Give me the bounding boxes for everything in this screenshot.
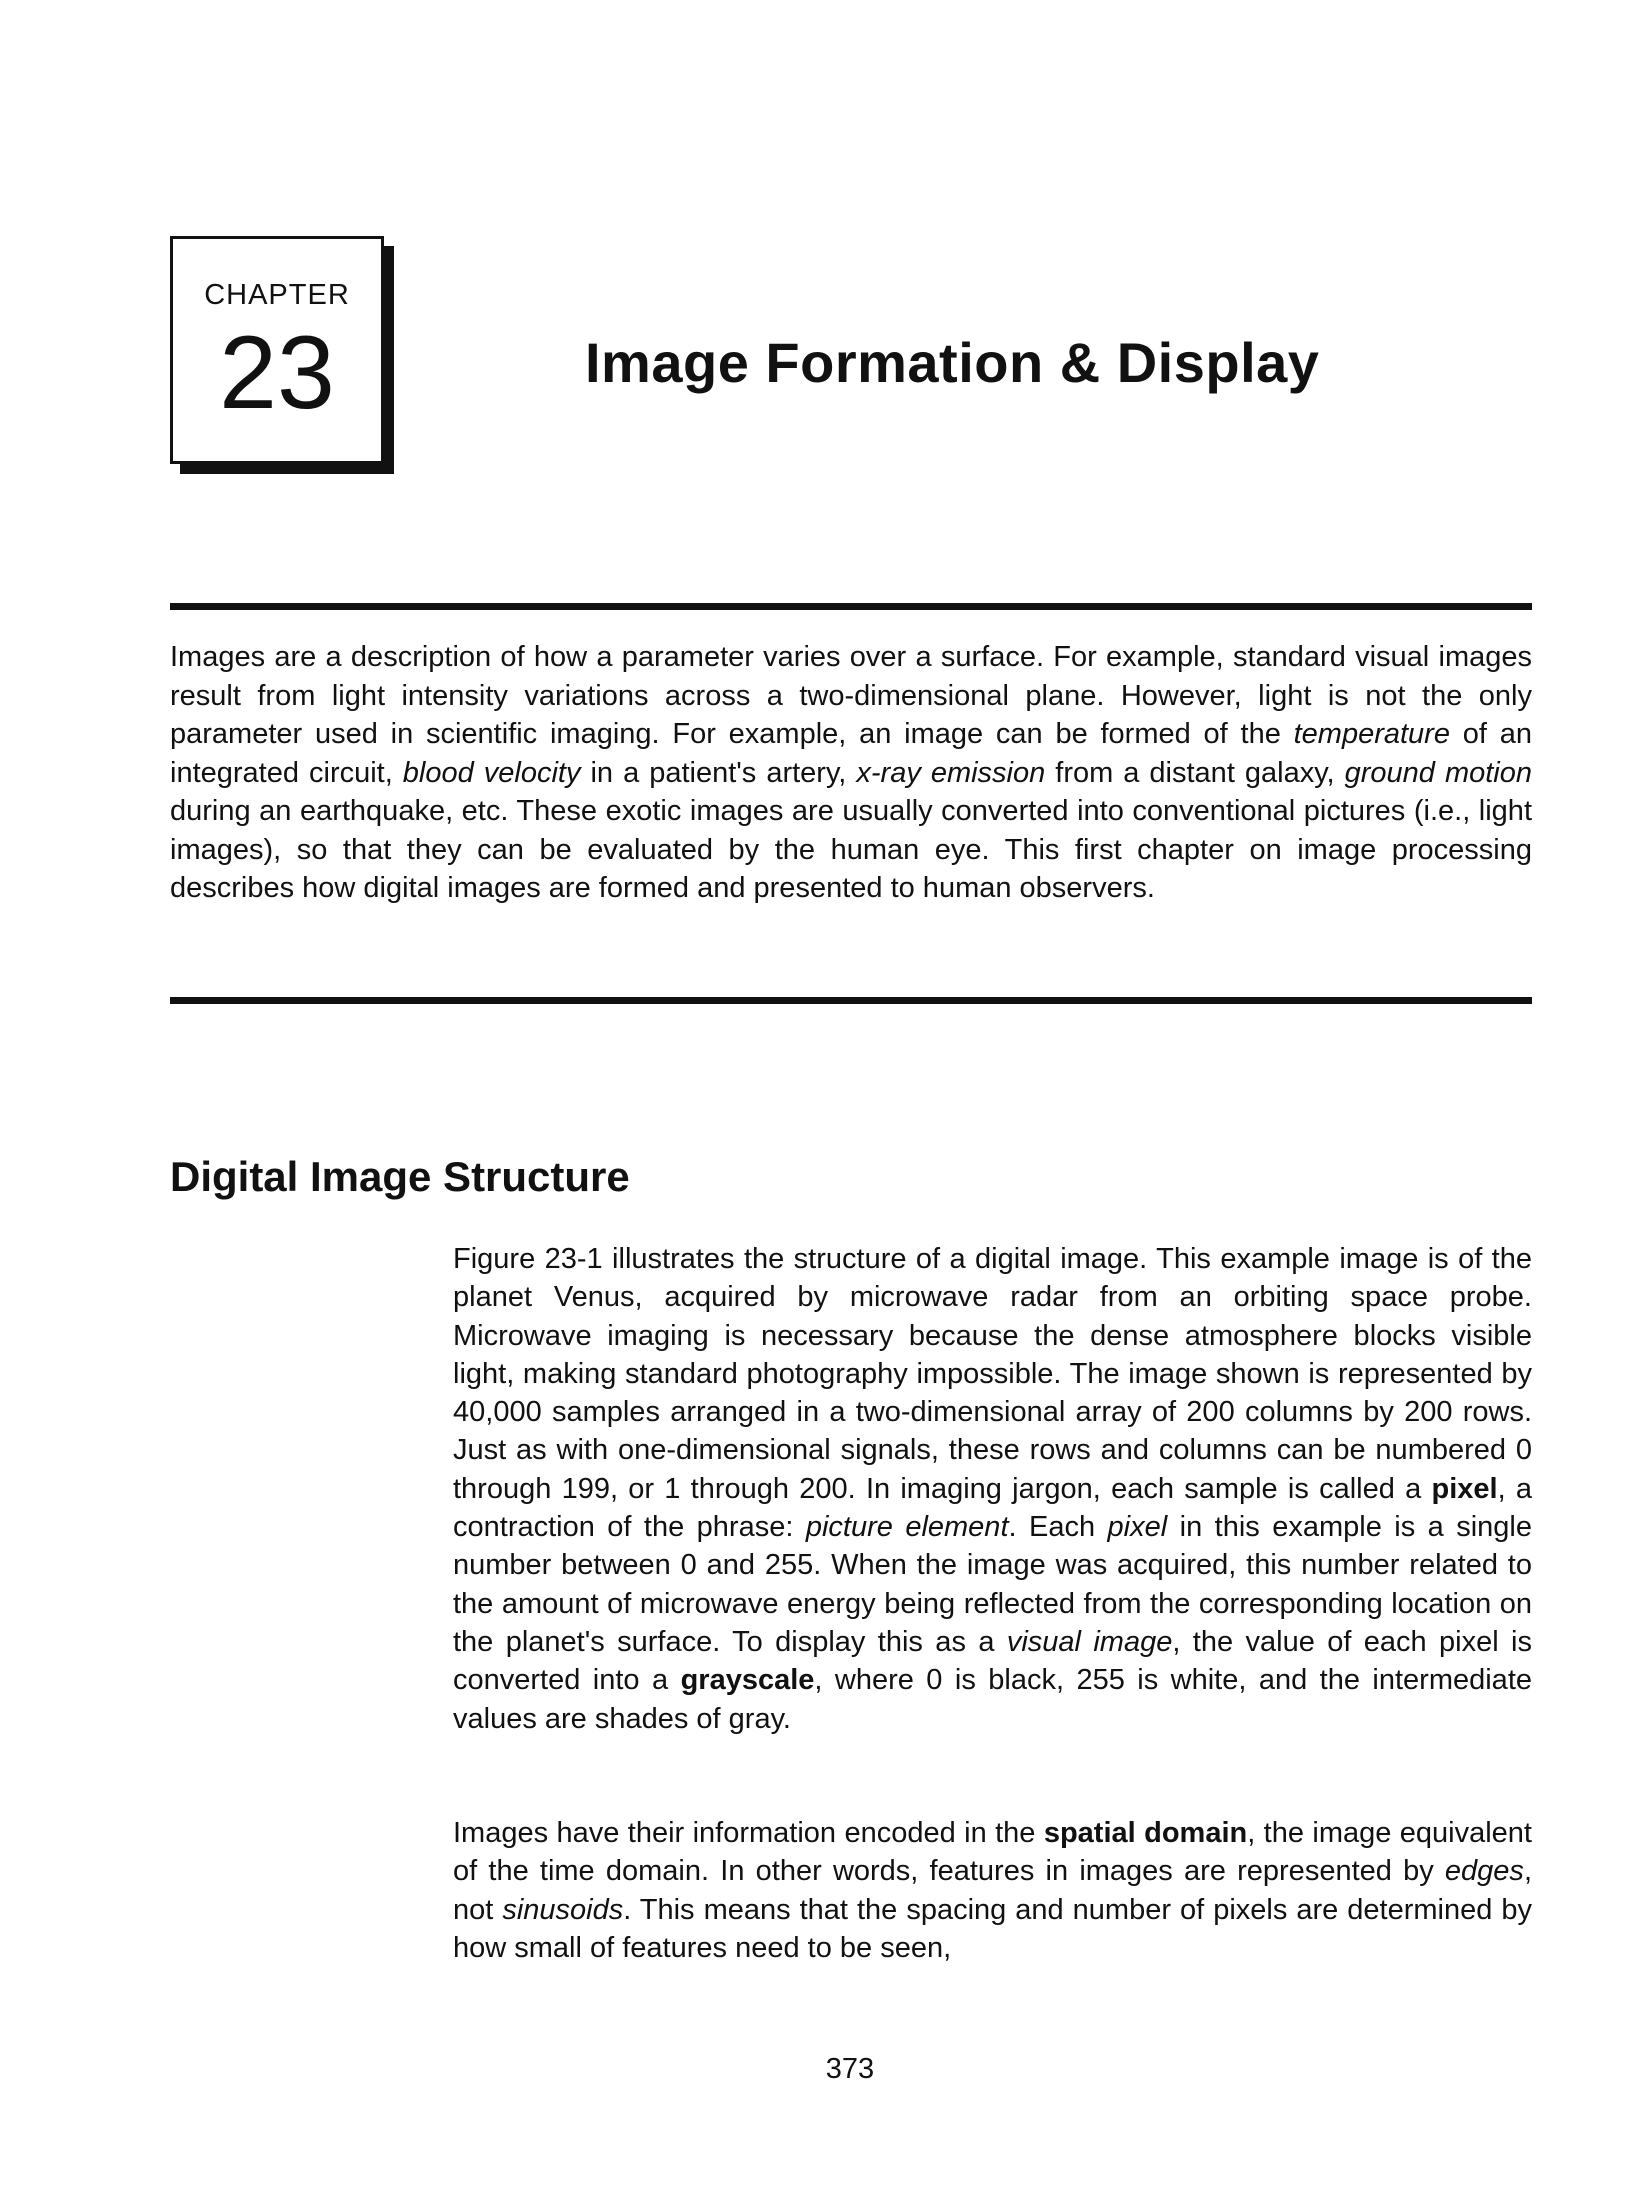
italic-term: pixel [1107, 1511, 1168, 1544]
chapter-box [170, 236, 384, 464]
italic-term: sinusoids [502, 1893, 624, 1926]
chapter-number: 23 [219, 315, 335, 431]
bold-term: spatial domain [1043, 1817, 1248, 1849]
italic-term: ground motion [1344, 756, 1532, 789]
body-paragraph: Images have their information encoded in the spatial domain, the image equivalent of the time domain. In other words, features in images are represented by edges, not sinusoids. This means that the spacing and number of pixels are determined by how small of features need to be seen, [453, 1817, 1533, 1964]
bold-term: pixel [1431, 1472, 1498, 1505]
italic-term: edges [1444, 1855, 1524, 1888]
italic-term: picture element [805, 1511, 1009, 1544]
italic-term: x-ray emission [856, 756, 1046, 789]
italic-term: visual image [1006, 1625, 1173, 1658]
chapter-abstract: Images are a description of how a parameter varies over a surface. For example, standard visual images result from light intensity variations across a two-dimensional plane. However, light is not the only parameter used in scientific imaging. For example, an image can be formed of the temperature of an integrated circuit, blood velocity in a patient's artery, x-ray emission from a distant galaxy, ground motion during an earthquake, etc. These exotic images are usually converted into conventional pictures (i.e., light images), so that they can be evaluated by the human eye. This first chapter on image processing describes how digital images are formed and presented to human observers. [170, 641, 1532, 904]
section-heading: Digital Image Structure [170, 1153, 630, 1200]
italic-term: temperature [1293, 718, 1450, 750]
italic-term: blood velocity [402, 756, 581, 789]
bottom-divider [170, 997, 1532, 1004]
bold-term: grayscale [680, 1664, 815, 1697]
chapter-label: CHAPTER [204, 279, 350, 311]
page-number: 373 [825, 2053, 875, 2085]
body-paragraph: Figure 23-1 illustrates the structure of a digital image. This example image is of the planet Venus, acquired by microwave radar from an orbiting space probe. Microwave imaging is necessary because the dense atmosphere blocks visible light, making standard photography impossible. The image shown is represented by 40,000 samples arranged in a two-dimensional array of 200 columns by 200 rows. Just as with one-dimensional signals, these rows and columns can be numbered 0 through 199, or 1 through 200. In imaging jargon, each sample is called a pixel, a contraction of the phrase: picture element. Each pixel in this example is a single number between 0 and 255. When the image was acquired, this number related to the amount of microwave energy being reflected from the corresponding location on the planet's surface. To display this as a visual image, the value of each pixel is converted into a grayscale, where 0 is black, 255 is white, and the intermediate values are shades of gray. [453, 1243, 1533, 1735]
chapter-title: Image Formation & Display [585, 330, 1320, 394]
top-divider [170, 603, 1532, 610]
